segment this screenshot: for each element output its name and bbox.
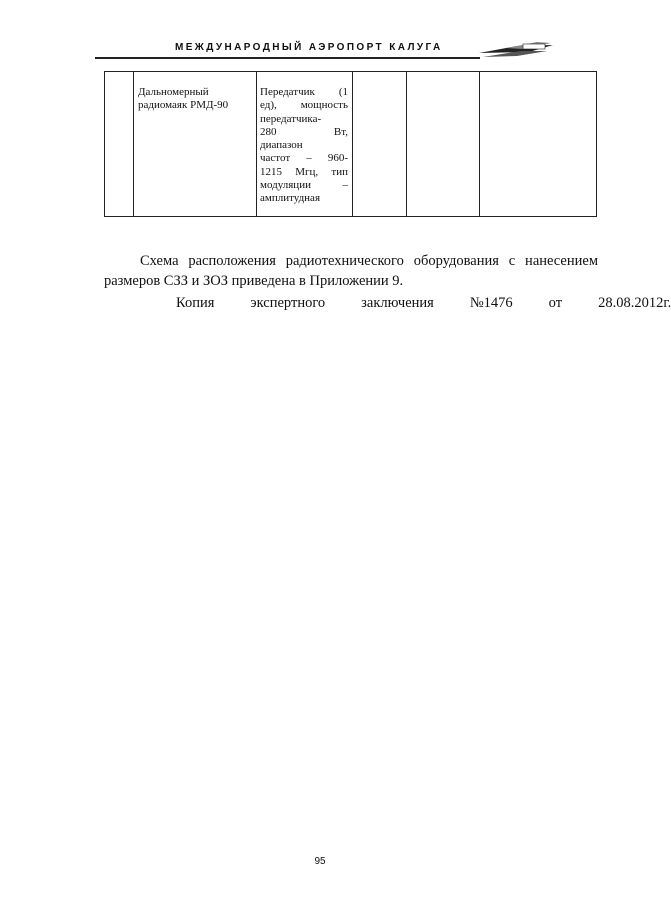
word: №1476 — [469, 295, 513, 311]
table-cell-empty — [480, 72, 597, 217]
table-cell-empty — [407, 72, 480, 217]
equipment-table — [104, 71, 597, 217]
word: экспертного — [250, 295, 326, 311]
word: 28.08.2012г. — [598, 295, 671, 311]
equipment-name-cell: Дальномерный радиомаяк РМД-90 — [134, 72, 257, 217]
word: от — [548, 295, 563, 311]
spec-line: 280 Вт, — [260, 125, 348, 138]
spec-line: амплитудная — [260, 192, 321, 205]
spec-line: частот – 960- — [260, 152, 348, 165]
header-title: МЕЖДУНАРОДНЫЙ АЭРОПОРТ КАЛУГА — [175, 42, 443, 53]
header-rule — [95, 57, 480, 59]
table-cell-empty — [353, 72, 407, 217]
spec-line: диапазон — [260, 139, 303, 152]
page-header — [95, 40, 600, 66]
spec-line: ед), мощность — [260, 99, 348, 112]
spec-line: 1215 Мгц, тип — [260, 165, 348, 178]
spec-line: Передатчик (1 — [260, 86, 348, 98]
spec-line: передатчика- — [260, 112, 322, 125]
paragraph-scheme: Схема расположения радиотехнического оборудования с нанесением размеров СЗЗ и ЗОЗ приведена в Приложении 9. — [104, 253, 598, 289]
paragraph-copy — [104, 293, 671, 313]
equipment-spec-cell — [257, 72, 353, 217]
table-row — [105, 72, 597, 217]
page-number: 95 — [314, 856, 326, 867]
table-cell-index — [105, 72, 134, 217]
word: заключения — [361, 295, 434, 311]
kaluga-airport-logo-icon — [477, 40, 557, 64]
spec-line: модуляции – — [260, 179, 348, 192]
word: Копия — [176, 295, 215, 311]
